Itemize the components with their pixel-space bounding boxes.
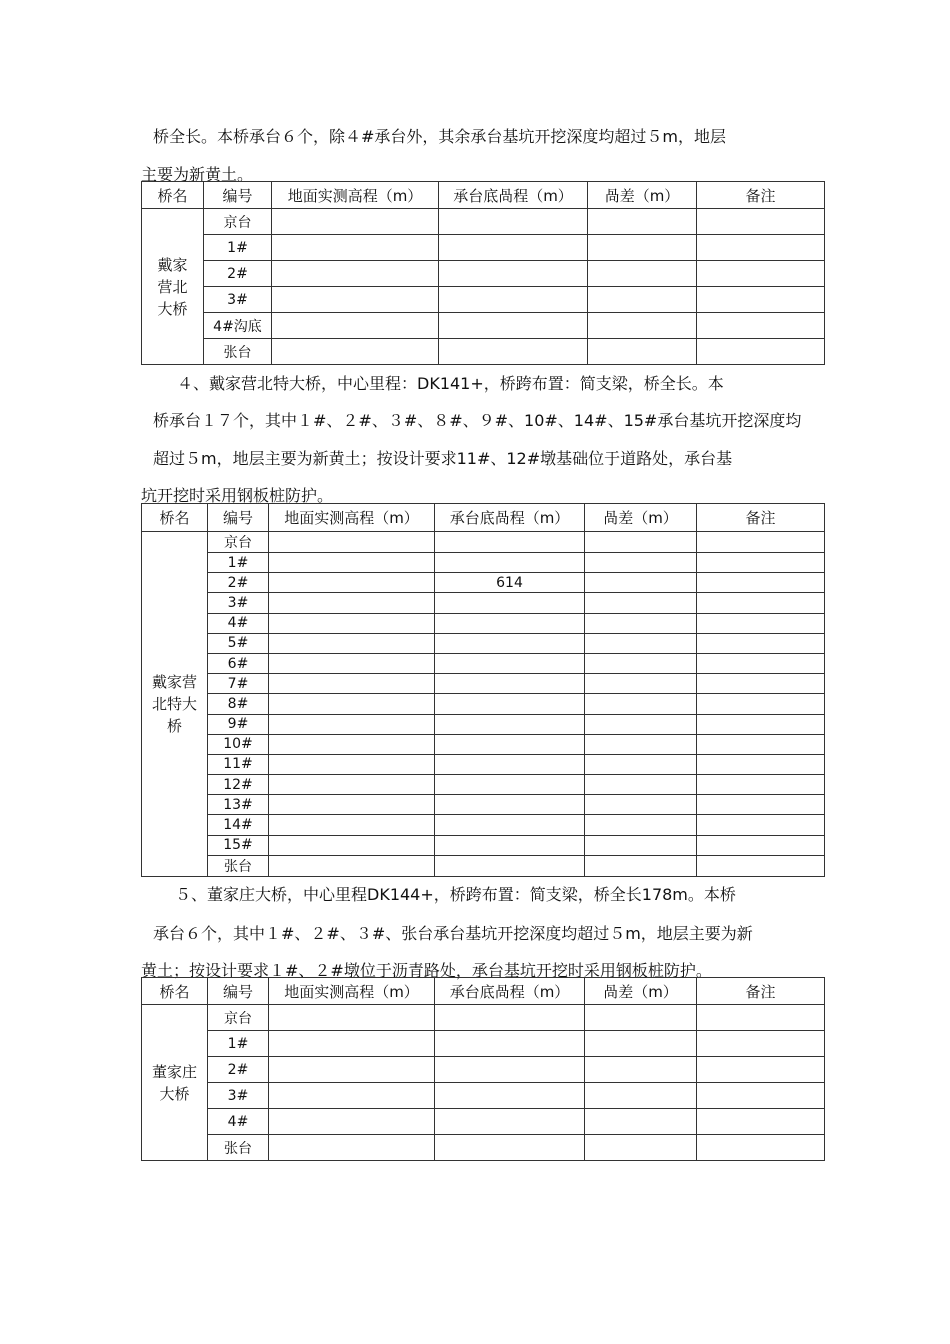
cell-note	[697, 287, 825, 313]
table-row	[142, 775, 825, 795]
table-row	[142, 613, 825, 633]
text-line: 黄土；按设计要求１#、２#墩位于沥青路处，承台基坑开挖时采用钢板桩防护。	[141, 961, 712, 980]
cell-note	[697, 694, 825, 714]
table-daijiaying-north-super-bridge	[141, 503, 825, 877]
cell-id: 3#	[208, 593, 269, 613]
cell-ground	[272, 209, 439, 235]
cell-id: 5#	[208, 633, 269, 653]
header-ground-elevation: 地面实测高程（m）	[272, 182, 439, 209]
cell-ground	[269, 613, 435, 633]
cell-diff	[588, 339, 697, 365]
cell-note	[697, 613, 825, 633]
cell-note	[697, 573, 825, 593]
table-row	[142, 313, 825, 339]
cell-id: 4#	[208, 613, 269, 633]
cell-note	[697, 653, 825, 673]
cell-diff	[585, 674, 697, 694]
cell-id: 15#	[208, 835, 269, 855]
bridge-name-line: 北特大	[151, 694, 197, 713]
cell-note	[697, 855, 825, 876]
table3-body	[142, 1005, 825, 1161]
cell-ground	[269, 1005, 435, 1031]
cell-id: 11#	[208, 754, 269, 774]
header-height-diff: 咼差（m）	[585, 504, 697, 532]
cell-id: 张台	[208, 855, 269, 876]
cell-base	[435, 1031, 585, 1057]
table-row	[142, 287, 825, 313]
cell-diff	[585, 835, 697, 855]
text-line: 主要为新黄土。	[141, 165, 254, 184]
cell-id: 2#	[208, 1057, 269, 1083]
bridge-name-line: 桥	[166, 716, 182, 735]
header-bridge-name: 桥名	[142, 504, 208, 532]
header-number: 编号	[208, 504, 269, 532]
table-row	[142, 1109, 825, 1135]
table1-body	[142, 209, 825, 365]
cell-id: 1#	[208, 1031, 269, 1057]
cell-note	[697, 795, 825, 815]
table-row	[142, 653, 825, 673]
cell-id: 4#沟底	[204, 313, 272, 339]
cell-ground	[269, 1083, 435, 1109]
header-row	[142, 182, 825, 209]
cell-base	[435, 1083, 585, 1109]
cell-note	[697, 1031, 825, 1057]
cell-note	[697, 835, 825, 855]
cell-base	[435, 1005, 585, 1031]
table-row	[142, 553, 825, 573]
cell-id: 3#	[208, 1083, 269, 1109]
table-row	[142, 1083, 825, 1109]
cell-note	[697, 775, 825, 795]
cell-ground	[269, 714, 435, 734]
header-number: 编号	[208, 978, 269, 1005]
cell-diff	[585, 714, 697, 734]
header-row	[142, 504, 825, 532]
text-line: ４、戴家营北特大桥，中心里程：DK141+，桥跨布置：简支梁，桥全长。本	[177, 374, 724, 393]
cell-id: 13#	[208, 795, 269, 815]
cell-ground	[269, 754, 435, 774]
cell-diff	[585, 1083, 697, 1109]
cell-diff	[588, 261, 697, 287]
bridge-name-cell	[142, 1005, 208, 1161]
cell-id: 6#	[208, 653, 269, 673]
cell-base	[435, 653, 585, 673]
cell-diff	[585, 1135, 697, 1161]
table-row	[142, 1031, 825, 1057]
header-height-diff: 咼差（m）	[588, 182, 697, 209]
cell-base	[435, 855, 585, 876]
header-note: 备注	[697, 978, 825, 1005]
bridge-name-cell	[142, 209, 204, 365]
cell-id: 14#	[208, 815, 269, 835]
cell-diff	[585, 633, 697, 653]
header-note: 备注	[697, 182, 825, 209]
cell-diff	[585, 532, 697, 553]
cell-note	[697, 339, 825, 365]
bridge-name-line: 大桥	[159, 1084, 190, 1103]
cell-ground	[269, 653, 435, 673]
table-row	[142, 754, 825, 774]
cell-ground	[269, 775, 435, 795]
cell-ground	[272, 235, 439, 261]
table-row	[142, 1057, 825, 1083]
bridge-name-line: 营北	[157, 277, 188, 296]
bridge-name-cell	[142, 532, 208, 877]
cell-id: 7#	[208, 674, 269, 694]
cell-ground	[269, 815, 435, 835]
cell-base	[439, 287, 588, 313]
cell-base	[435, 734, 585, 754]
cell-base	[435, 553, 585, 573]
cell-diff	[585, 653, 697, 673]
table-row	[142, 694, 825, 714]
table-row	[142, 573, 825, 593]
cell-note	[697, 754, 825, 774]
cell-id: 4#	[208, 1109, 269, 1135]
cell-diff	[585, 1005, 697, 1031]
bridge-name-line: 大桥	[157, 299, 188, 318]
cell-ground	[269, 633, 435, 653]
cell-diff	[588, 235, 697, 261]
cell-diff	[585, 593, 697, 613]
cell-base	[435, 1109, 585, 1135]
cell-ground	[269, 1031, 435, 1057]
cell-id: 京台	[208, 532, 269, 553]
text-line: 坑开挖时采用钢板桩防护。	[141, 486, 334, 505]
cell-base	[439, 209, 588, 235]
cell-ground	[269, 734, 435, 754]
header-row	[142, 978, 825, 1005]
header-ground-elevation: 地面实测高程（m）	[269, 504, 435, 532]
cell-id: 1#	[208, 553, 269, 573]
cell-ground	[269, 573, 435, 593]
cell-base	[435, 1057, 585, 1083]
cell-id: 张台	[208, 1135, 269, 1161]
cell-id: 张台	[204, 339, 272, 365]
cell-id: 京台	[208, 1005, 269, 1031]
cell-diff	[588, 287, 697, 313]
cell-note	[697, 1057, 825, 1083]
cell-ground	[269, 835, 435, 855]
header-height-diff: 咼差（m）	[585, 978, 697, 1005]
cell-base	[439, 261, 588, 287]
cell-diff	[585, 754, 697, 774]
cell-base	[435, 835, 585, 855]
cell-note	[697, 714, 825, 734]
bridge-name-line: 董家庄	[151, 1062, 197, 1081]
table-row	[142, 714, 825, 734]
cell-ground	[269, 674, 435, 694]
cell-id: 3#	[204, 287, 272, 313]
cell-diff	[585, 553, 697, 573]
table-row	[142, 855, 825, 876]
cell-ground	[272, 261, 439, 287]
cell-base	[435, 1135, 585, 1161]
cell-note	[697, 235, 825, 261]
cell-diff	[585, 734, 697, 754]
table-row	[142, 339, 825, 365]
cell-note	[697, 261, 825, 287]
cell-ground	[272, 287, 439, 313]
cell-base	[435, 613, 585, 633]
cell-diff	[585, 1057, 697, 1083]
cell-note	[697, 1083, 825, 1109]
cell-base: 614	[435, 573, 585, 593]
table2-body	[142, 532, 825, 877]
cell-base	[435, 714, 585, 734]
cell-diff	[585, 573, 697, 593]
header-base-elevation: 承台底咼程（m）	[435, 504, 585, 532]
table-row	[142, 209, 825, 235]
table-row	[142, 1005, 825, 1031]
header-base-elevation: 承台底咼程（m）	[435, 978, 585, 1005]
table-row	[142, 593, 825, 613]
cell-base	[435, 754, 585, 774]
bridge-name-line: 戴家营	[151, 672, 197, 691]
cell-base	[435, 815, 585, 835]
cell-diff	[585, 795, 697, 815]
table-row	[142, 795, 825, 815]
header-base-elevation: 承台底咼程（m）	[439, 182, 588, 209]
cell-note	[697, 734, 825, 754]
cell-diff	[585, 855, 697, 876]
cell-diff	[585, 815, 697, 835]
cell-note	[697, 209, 825, 235]
cell-ground	[272, 339, 439, 365]
table-row	[142, 835, 825, 855]
cell-base	[435, 674, 585, 694]
cell-base	[435, 775, 585, 795]
cell-base	[435, 532, 585, 553]
cell-id: 2#	[208, 573, 269, 593]
cell-base	[435, 593, 585, 613]
text-line: 桥承台１７个，其中１#、２#、３#、８#、９#、10#、14#、15#承台基坑开挖深度均	[153, 411, 802, 430]
cell-diff	[585, 694, 697, 714]
cell-ground	[269, 855, 435, 876]
cell-ground	[269, 795, 435, 815]
cell-ground	[269, 1135, 435, 1161]
cell-base	[439, 339, 588, 365]
text-line: ５、董家庄大桥，中心里程DK144+，桥跨布置：简支梁，桥全长178m。本桥	[175, 885, 736, 904]
header-note: 备注	[697, 504, 825, 532]
cell-ground	[269, 694, 435, 714]
cell-diff	[585, 613, 697, 633]
header-number: 编号	[204, 182, 272, 209]
header-ground-elevation: 地面实测高程（m）	[269, 978, 435, 1005]
cell-id: 10#	[208, 734, 269, 754]
header-bridge-name: 桥名	[142, 182, 204, 209]
cell-diff	[585, 775, 697, 795]
cell-note	[697, 1109, 825, 1135]
cell-id: 8#	[208, 694, 269, 714]
text-line: 承台６个，其中１#、２#、３#、张台承台基坑开挖深度均超过５m，地层主要为新	[153, 924, 753, 943]
cell-ground	[269, 1109, 435, 1135]
cell-note	[697, 633, 825, 653]
cell-ground	[269, 1057, 435, 1083]
cell-base	[435, 694, 585, 714]
cell-diff	[588, 313, 697, 339]
table-row	[142, 815, 825, 835]
cell-note	[697, 1135, 825, 1161]
cell-note	[697, 815, 825, 835]
table-row	[142, 235, 825, 261]
cell-id: 9#	[208, 714, 269, 734]
table-row	[142, 261, 825, 287]
cell-base	[439, 313, 588, 339]
header-bridge-name: 桥名	[142, 978, 208, 1005]
cell-ground	[269, 532, 435, 553]
cell-id: 京台	[204, 209, 272, 235]
text-line: 超过５m，地层主要为新黄土；按设计要求11#、12#墩基础位于道路处，承台基	[153, 449, 733, 468]
cell-note	[697, 1005, 825, 1031]
cell-base	[435, 795, 585, 815]
cell-ground	[269, 553, 435, 573]
cell-diff	[585, 1031, 697, 1057]
cell-ground	[272, 313, 439, 339]
table-row	[142, 633, 825, 653]
cell-id: 12#	[208, 775, 269, 795]
table-row	[142, 734, 825, 754]
text-line: 桥全长。本桥承台６个，除４#承台外，其余承台基坑开挖深度均超过５m，地层	[153, 127, 726, 146]
cell-note	[697, 313, 825, 339]
table-daijiaying-north-bridge	[141, 181, 825, 365]
table-row	[142, 1135, 825, 1161]
bridge-name-line: 戴家	[157, 255, 188, 274]
cell-diff	[585, 1109, 697, 1135]
table-row	[142, 532, 825, 553]
cell-note	[697, 593, 825, 613]
cell-note	[697, 532, 825, 553]
cell-diff	[588, 209, 697, 235]
cell-note	[697, 553, 825, 573]
cell-id: 2#	[204, 261, 272, 287]
cell-id: 1#	[204, 235, 272, 261]
cell-ground	[269, 593, 435, 613]
cell-base	[435, 633, 585, 653]
cell-base	[439, 235, 588, 261]
cell-note	[697, 674, 825, 694]
table-dongjiazhuang-bridge	[141, 977, 825, 1161]
table-row	[142, 674, 825, 694]
